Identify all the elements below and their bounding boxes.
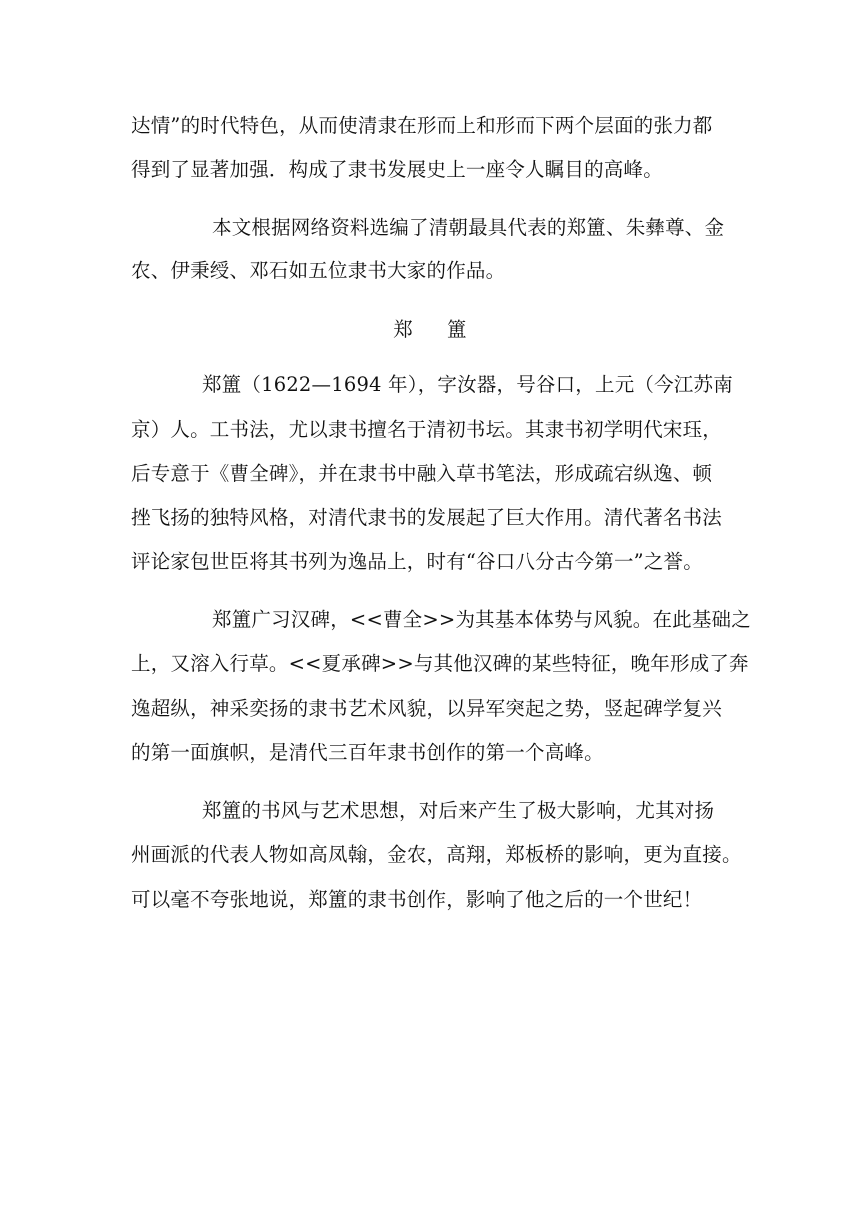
text-line: 郑簠广习汉碑，<<曹全>>为其基本体势与风貌。在此基础之	[212, 608, 751, 631]
text-line: 京）人。工书法，尤以隶书擅名于清初书坛。其隶书初学明代宋珏，	[131, 418, 723, 441]
text-line: 本文根据网络资料选编了清朝最具代表的郑簠、朱彝尊、金	[212, 216, 725, 239]
text-line: 评论家包世臣将其书列为逸品上，时有“谷口八分古今第一”之誉。	[131, 550, 703, 573]
section-heading	[0, 318, 860, 342]
text-line: 郑簠的书风与艺术思想，对后来产生了极大影响，尤其对扬	[202, 799, 715, 822]
text-line: 农、伊秉绶、邓石如五位隶书大家的作品。	[131, 259, 506, 282]
text-line: 得到了显著加强．构成了隶书发展史上一座令人瞩目的高峰。	[131, 158, 663, 181]
text-line: 的第一面旗帜，是清代三百年隶书创作的第一个高峰。	[131, 741, 604, 764]
heading-char: 簠	[447, 318, 467, 341]
text-line: 州画派的代表人物如高凤翰，金农，高翔，郑板桥的影响，更为直接。	[131, 843, 742, 866]
text-line: 达情”的时代特色，从而使清隶在形而上和形而下两个层面的张力都	[131, 114, 713, 137]
text-line: 逸超纵，神采奕扬的隶书艺术风貌，以异军突起之势，竖起碑学复兴	[131, 697, 723, 720]
text-line: 后专意于《曹全碑》，并在隶书中融入草书笔法，形成疏宕纵逸、顿	[131, 462, 713, 485]
text-line: 上，又溶入行草。<<夏承碑>>与其他汉碑的某些特征，晚年形成了奔	[131, 652, 749, 675]
text-line: 挫飞扬的独特风格，对清代隶书的发展起了巨大作用。清代著名书法	[131, 506, 723, 529]
text-line: 郑簠（1622—1694 年），字汝器，号谷口，上元（今江苏南	[202, 373, 733, 396]
text-line: 可以毫不夸张地说，郑簠的隶书创作，影响了他之后的一个世纪！	[131, 888, 703, 911]
heading-char: 郑	[393, 318, 413, 341]
